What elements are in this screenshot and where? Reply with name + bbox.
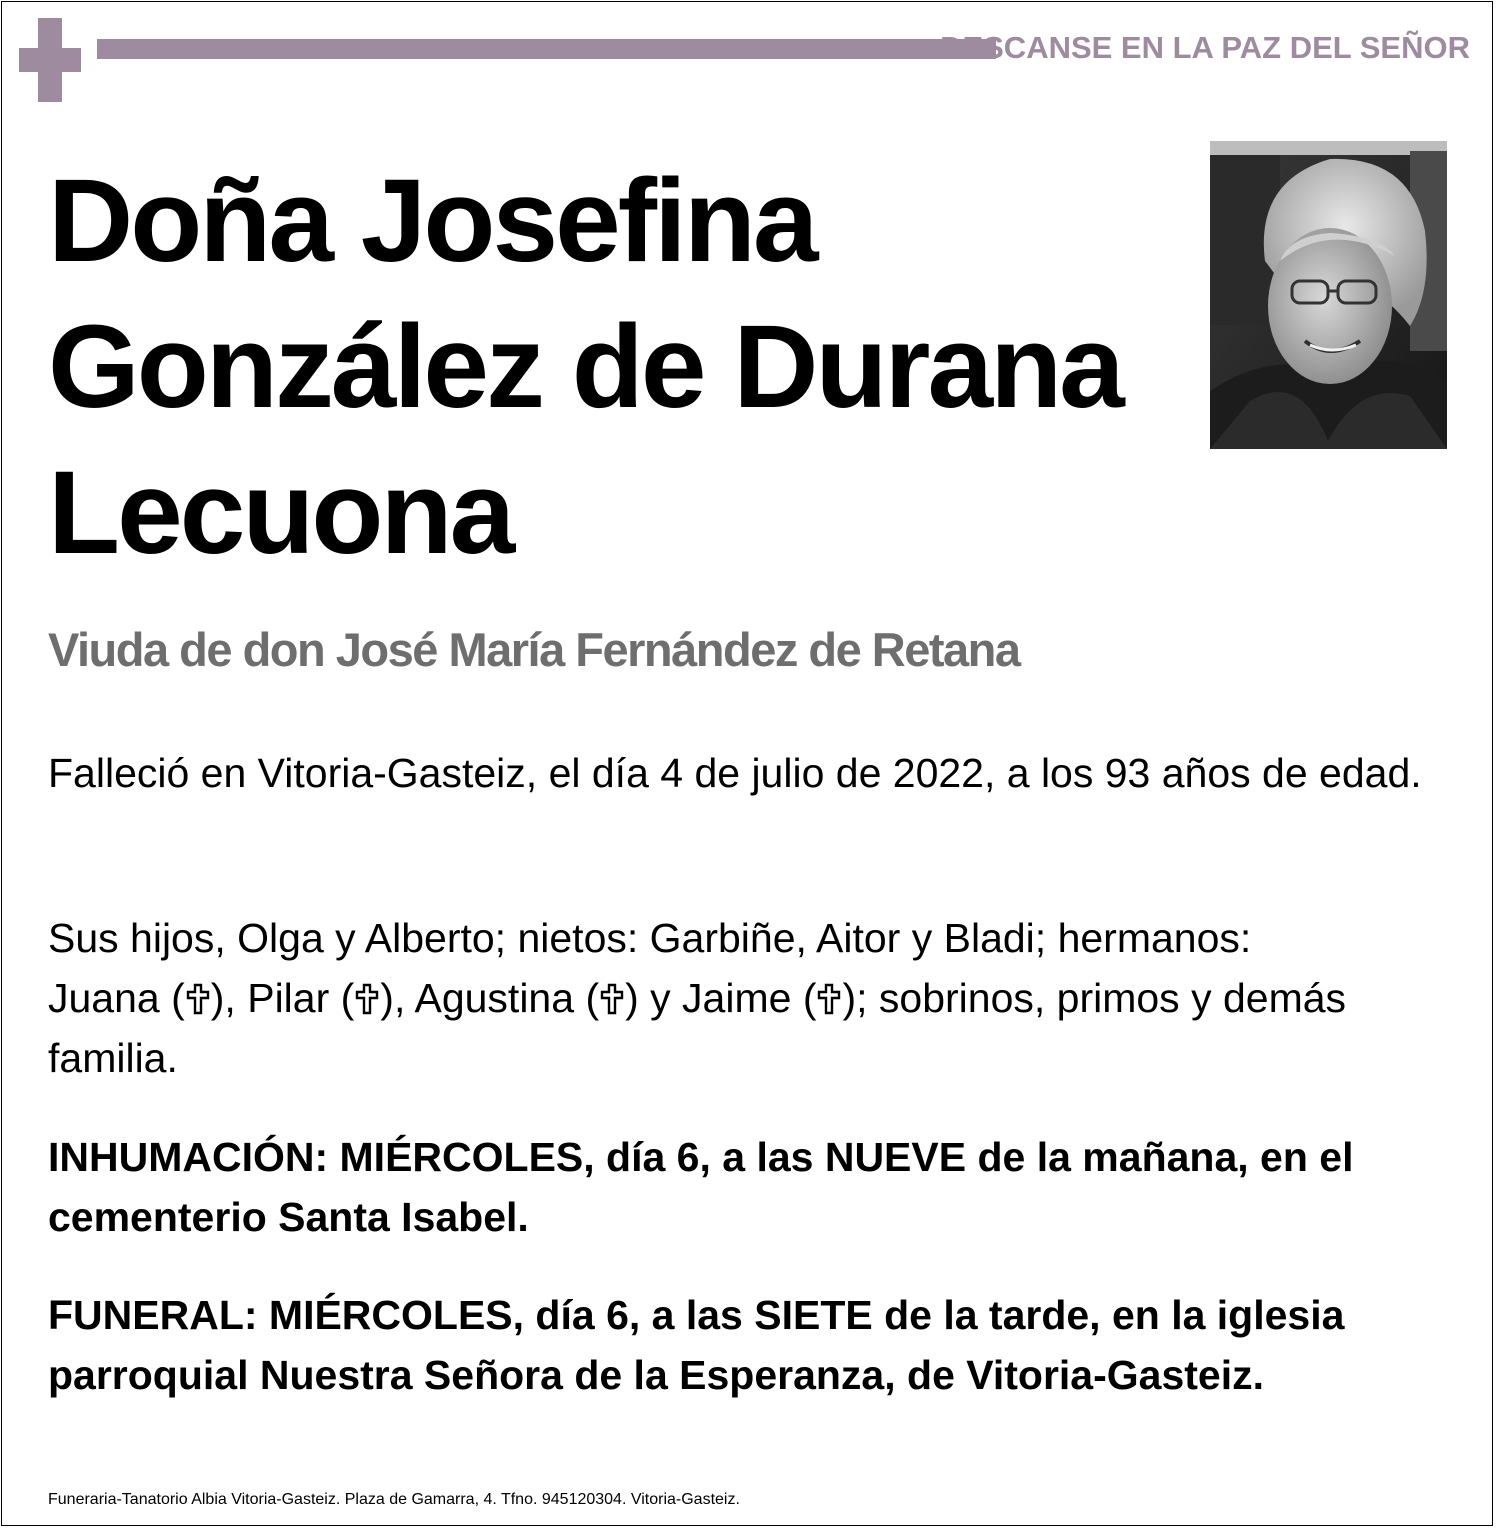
name-line-3: Lecuona [48,447,513,579]
cross-icon [185,982,211,1016]
death-notice: Falleció en Vitoria-Gasteiz, el día 4 de julio de 2022, a los 93 años de edad. [48,750,1422,796]
family-outro: ; sobrinos, primos y demás familia. [48,975,1347,1081]
cross-icon [599,982,625,1016]
sibling-juana: Juana [48,975,160,1021]
header-motto: DESCANSE EN LA PAZ DEL SEÑOR [940,30,1470,65]
deceased-name [48,148,1178,586]
cross-icon [19,18,81,102]
name-line-1: Doña Josefina [48,155,816,287]
sibling-separator: , [393,975,415,1021]
widow-subtitle: Viuda de don José María Fernández de Retana [48,623,1020,676]
cross-icon [816,982,842,1016]
family-paragraph: Sus hijos, Olga y Alberto; nietos: Garbiñe, Aitor y Bladi; hermanos: Juana ( ), Pilar ( ), Agustina ( ) y Jaime ( ); sobrinos, primos y demás familia. [48,915,1347,1081]
burial-notice: INHUMACIÓN: MIÉRCOLES, día 6, a las NUEVE de la mañana, en el cementerio Santa Isabel. [48,1134,1354,1240]
funeral-home-footer: Funeraria-Tanatorio Albia Vitoria-Gasteiz. Plaza de Gamarra, 4. Tfno. 945120304. Vitoria-Gasteiz. [48,1491,740,1508]
cross-icon [354,982,380,1016]
family-intro: Sus hijos, Olga y Alberto; nietos: Garbiñe, Aitor y Bladi; hermanos: [48,915,1252,961]
sibling-agustina: Agustina [414,975,575,1021]
sibling-separator: , [224,975,248,1021]
portrait-photo [1210,141,1447,449]
funeral-notice: FUNERAL: MIÉRCOLES, día 6, a las SIETE de la tarde, en la iglesia parroquial Nuestra Señora de la Esperanza, de Vitoria-Gasteiz. [48,1292,1345,1398]
name-line-2: González de Durana [48,301,1122,433]
sibling-separator: y [638,975,683,1021]
sibling-jaime: Jaime [682,975,792,1021]
header-rule [97,39,996,59]
sibling-pilar: Pilar [247,975,330,1021]
